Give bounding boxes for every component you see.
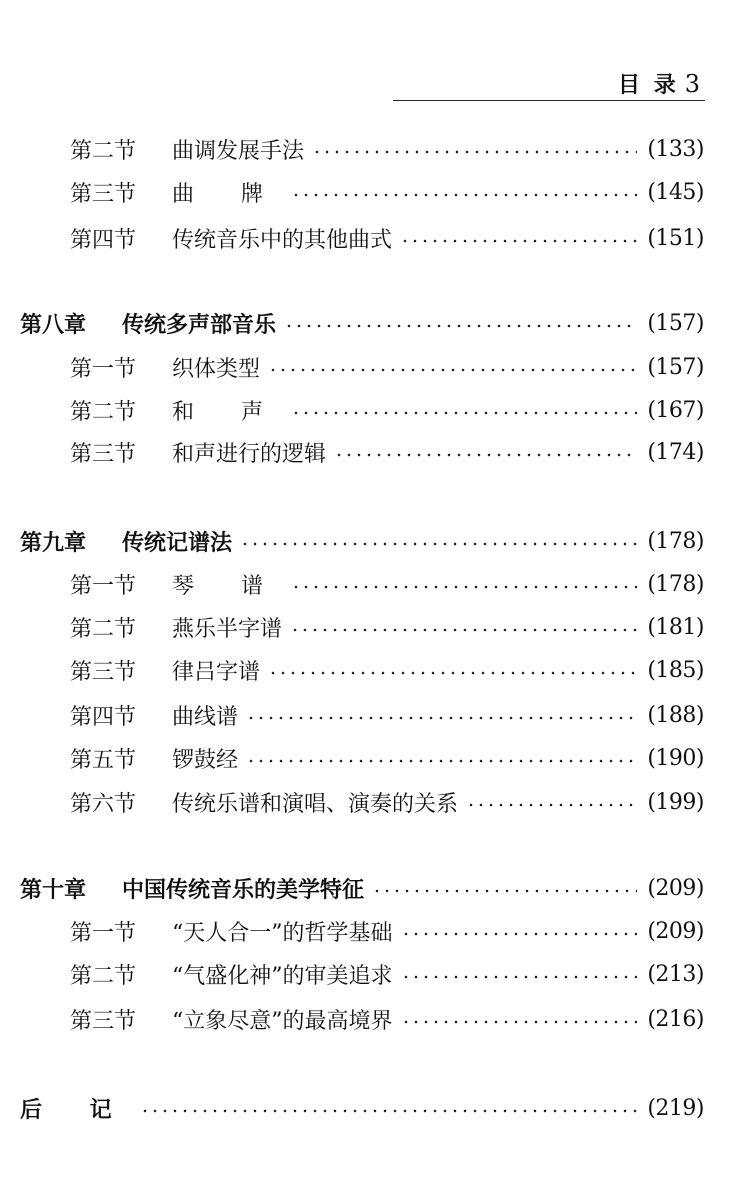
entry-number: 第三节	[70, 1008, 137, 1034]
toc-entry[interactable]	[0, 653, 730, 687]
dot-leader	[372, 889, 637, 893]
entry-number: 第一节	[70, 356, 137, 382]
entry-title: 律吕字谱	[172, 659, 261, 685]
entry-number: 第五节	[70, 747, 137, 773]
toc-entry[interactable]	[0, 785, 730, 819]
chapter-title: 传统记谱法	[122, 530, 233, 556]
dot-leader	[401, 975, 637, 979]
dot-leader	[401, 932, 637, 936]
chapter-number: 第十章	[20, 877, 87, 903]
toc-entry[interactable]	[0, 175, 730, 209]
entry-page: (213)	[641, 962, 704, 987]
chapter-title: 后 记	[20, 1097, 132, 1123]
header-title	[618, 68, 703, 99]
toc-entry[interactable]	[0, 610, 730, 644]
entry-title: 和声进行的逻辑	[172, 441, 327, 467]
dot-leader	[466, 803, 637, 807]
dot-leader	[291, 411, 637, 415]
toc-entry[interactable]	[0, 914, 730, 948]
dot-leader	[312, 150, 637, 154]
toc-entry[interactable]	[0, 567, 730, 601]
entry-title: “气盛化神”的审美追求	[172, 963, 393, 989]
entry-title: “天人合一”的哲学基础	[172, 920, 393, 946]
dot-leader	[334, 453, 637, 457]
entry-page: (219)	[641, 1096, 704, 1121]
dot-leader	[268, 368, 637, 372]
entry-number: 第一节	[70, 573, 137, 599]
header-label: 目 录	[618, 73, 679, 98]
dot-leader	[290, 628, 637, 632]
dot-leader	[246, 716, 637, 720]
entry-page: (181)	[641, 615, 704, 640]
entry-number: 第二节	[70, 963, 137, 989]
entry-page: (185)	[641, 658, 704, 683]
entry-number: 第二节	[70, 138, 137, 164]
toc-entry[interactable]	[0, 221, 730, 255]
entry-title: 燕乐半字谱	[172, 616, 283, 642]
entry-number: 第四节	[70, 227, 137, 253]
entry-title: 传统音乐中的其他曲式	[172, 227, 393, 253]
entry-number: 第四节	[70, 704, 137, 730]
toc-chapter[interactable]	[0, 524, 730, 558]
toc-afterword[interactable]	[0, 1091, 730, 1125]
chapter-number: 第九章	[20, 530, 87, 556]
running-header	[393, 66, 705, 101]
entry-number: 第六节	[70, 791, 137, 817]
entry-number: 第二节	[70, 399, 137, 425]
chapter-number: 第八章	[20, 312, 87, 338]
entry-title: “立象尽意”的最高境界	[172, 1008, 393, 1034]
toc-entry[interactable]	[0, 741, 730, 775]
entry-page: (167)	[641, 398, 704, 423]
dot-leader	[400, 239, 637, 243]
toc-entry[interactable]	[0, 393, 730, 427]
dot-leader	[291, 193, 637, 197]
toc-entry[interactable]	[0, 350, 730, 384]
entry-page: (151)	[641, 226, 704, 251]
entry-page: (174)	[641, 440, 704, 465]
entry-title: 传统乐谱和演唱、演奏的关系	[172, 791, 459, 817]
dot-leader	[291, 585, 637, 589]
dot-leader	[246, 759, 637, 763]
dot-leader	[140, 1109, 637, 1113]
entry-page: (157)	[641, 355, 704, 380]
entry-number: 第二节	[70, 616, 137, 642]
toc-entry[interactable]	[0, 1002, 730, 1036]
toc-chapter[interactable]	[0, 306, 730, 340]
entry-page: (199)	[641, 790, 704, 815]
entry-number: 第三节	[70, 181, 137, 207]
toc-entry[interactable]	[0, 698, 730, 732]
toc-chapter[interactable]	[0, 871, 730, 905]
entry-title: 锣鼓经	[172, 747, 239, 773]
entry-title: 和 声	[172, 399, 283, 425]
toc-entry[interactable]	[0, 132, 730, 166]
entry-title: 织体类型	[172, 356, 261, 382]
dot-leader	[401, 1020, 637, 1024]
entry-page: (178)	[641, 529, 704, 554]
entry-page: (216)	[641, 1007, 704, 1032]
entry-page: (133)	[641, 137, 704, 162]
entry-title: 曲调发展手法	[172, 138, 305, 164]
dot-leader	[240, 542, 637, 546]
entry-title: 曲线谱	[172, 704, 239, 730]
entry-page: (188)	[641, 703, 704, 728]
header-page-number: 3	[684, 70, 703, 98]
dot-leader	[268, 671, 637, 675]
entry-page: (178)	[641, 572, 704, 597]
toc-entry[interactable]	[0, 435, 730, 469]
entry-page: (145)	[641, 180, 704, 205]
entry-page: (157)	[641, 311, 704, 336]
entry-number: 第三节	[70, 441, 137, 467]
toc-entry[interactable]	[0, 957, 730, 991]
chapter-title: 中国传统音乐的美学特征	[122, 877, 365, 903]
dot-leader	[284, 324, 637, 328]
entry-number: 第一节	[70, 920, 137, 946]
entry-title: 琴 谱	[172, 573, 283, 599]
entry-page: (209)	[641, 919, 704, 944]
entry-title: 曲 牌	[172, 181, 283, 207]
entry-page: (209)	[641, 876, 704, 901]
entry-number: 第三节	[70, 659, 137, 685]
entry-page: (190)	[641, 746, 704, 771]
chapter-title: 传统多声部音乐	[122, 312, 277, 338]
